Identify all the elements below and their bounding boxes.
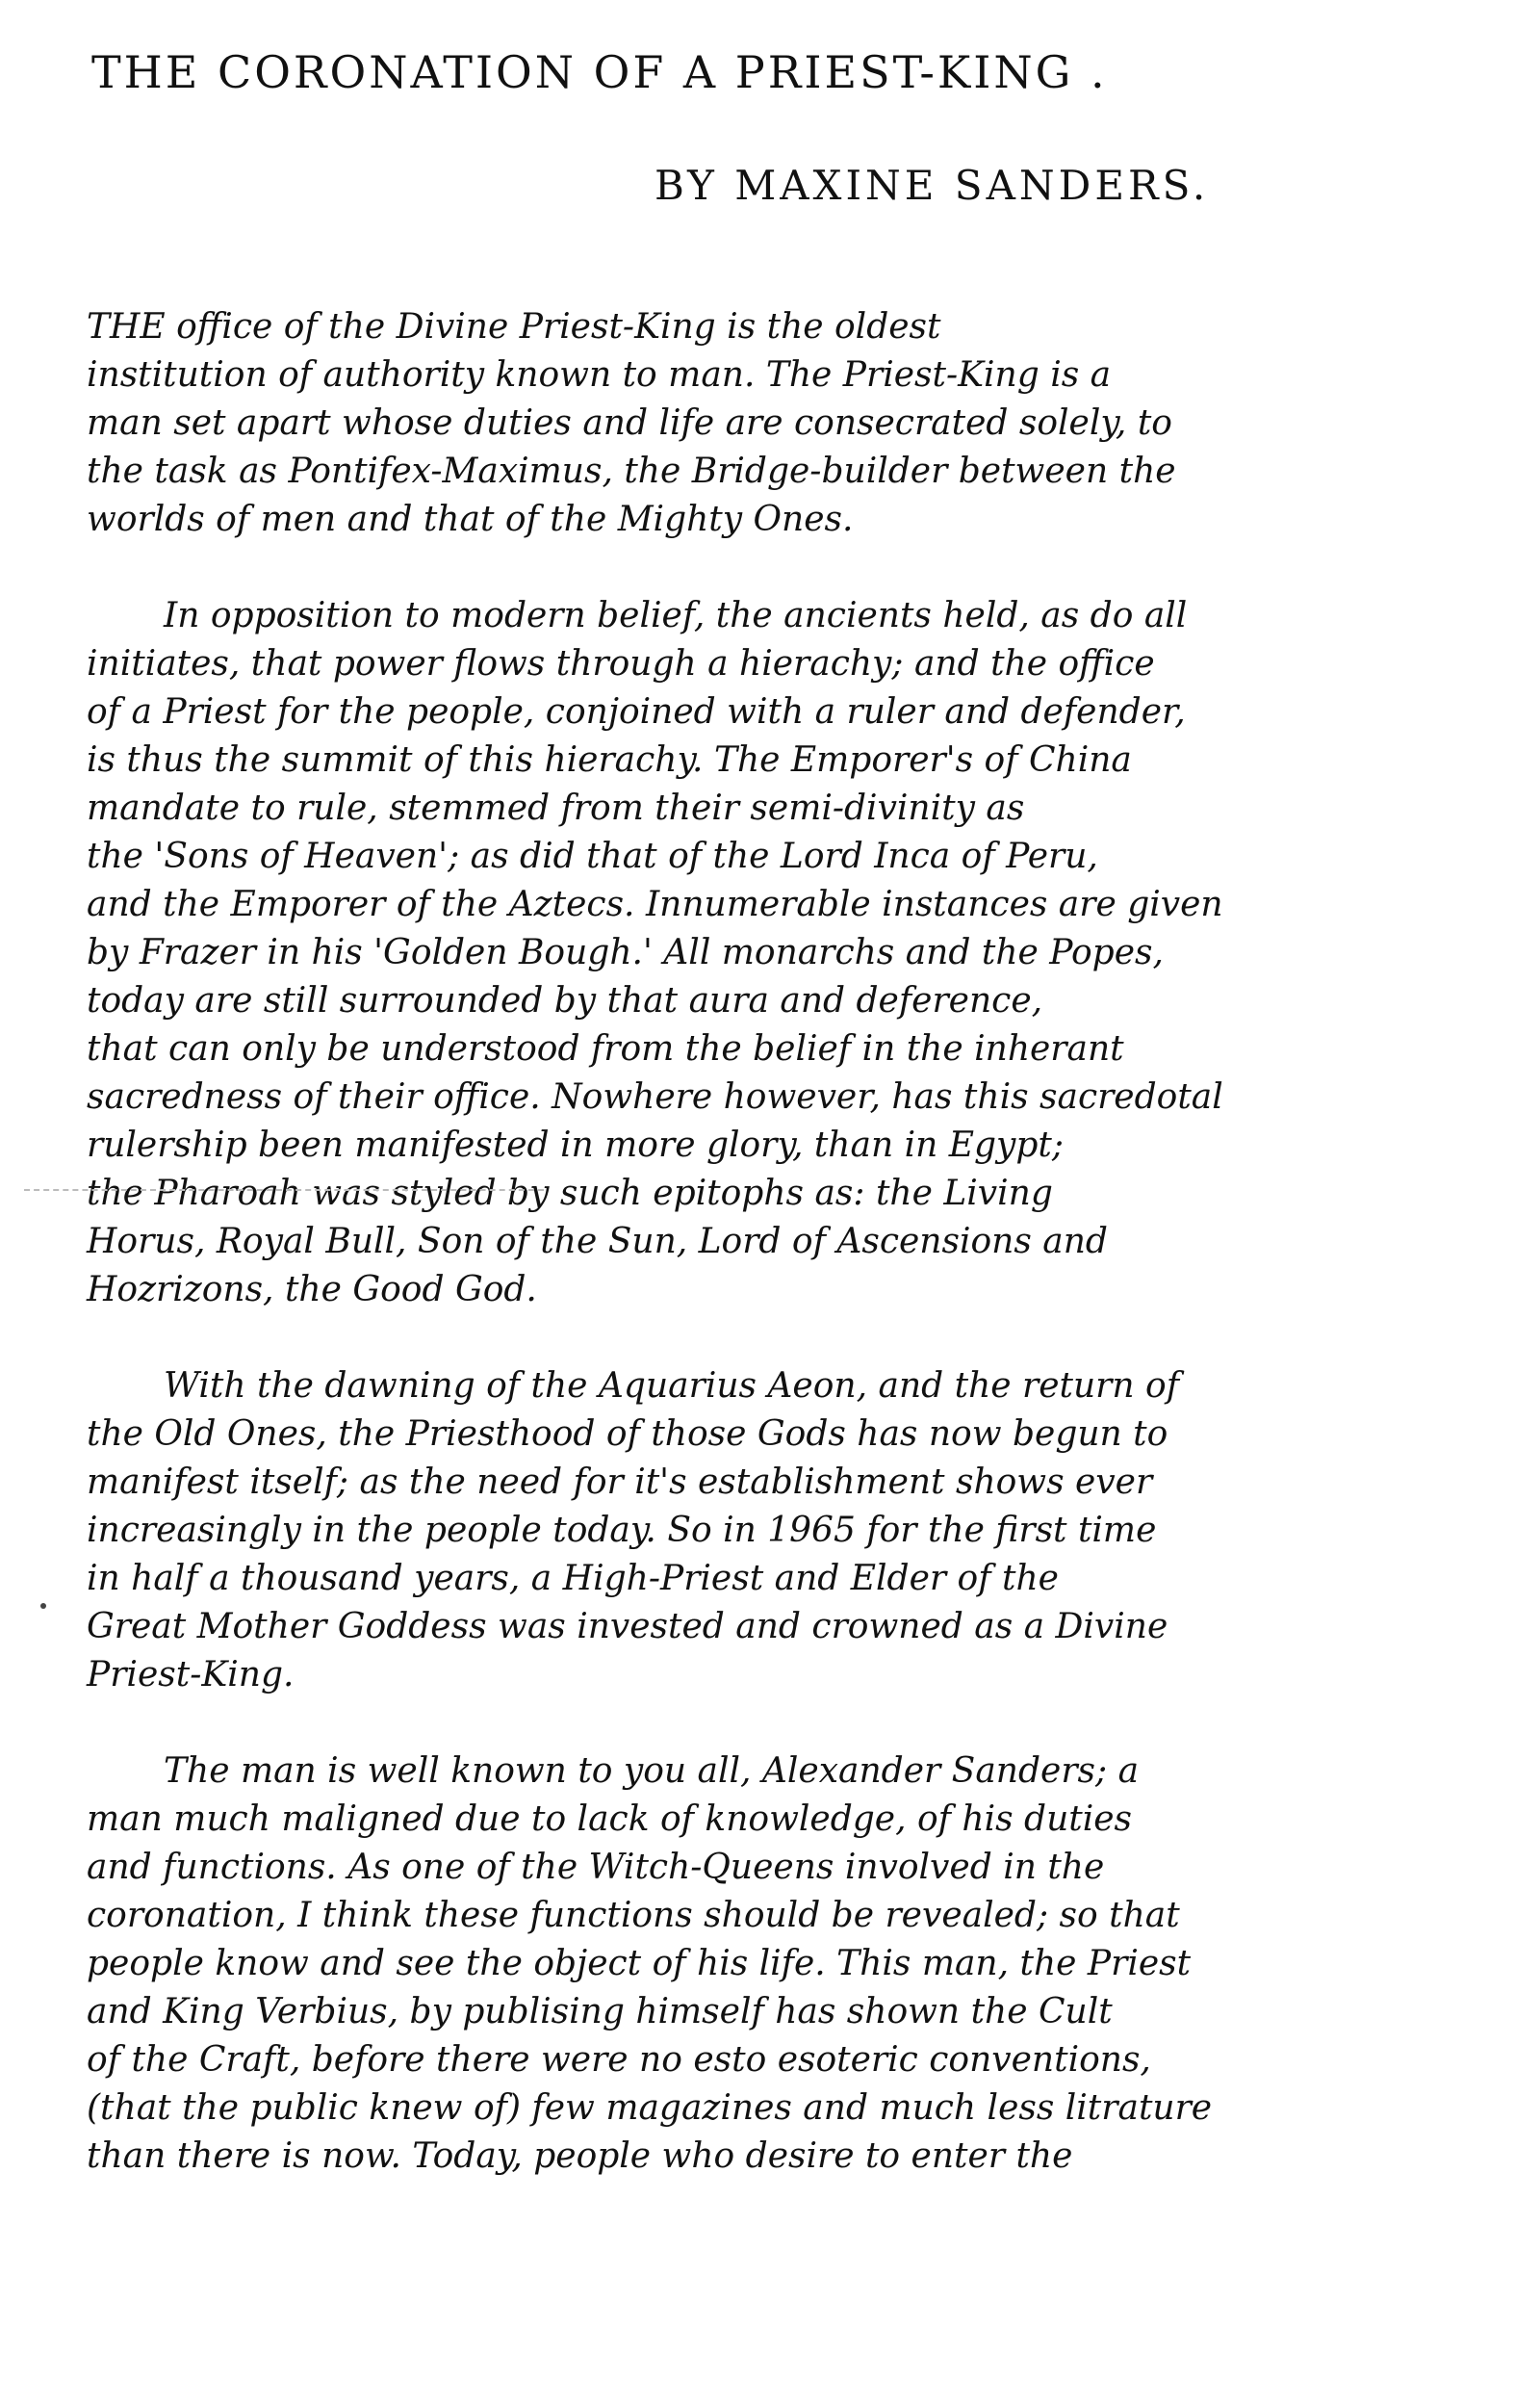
text-line: the 'Sons of Heaven'; as did that of the Lord Inca of Peru, [87, 837, 1098, 876]
text-line: rulership been manifested in more glory, than in Egypt; [87, 1125, 1065, 1165]
text-line: today are still surrounded by that aura and deference, [87, 981, 1043, 1021]
page-title: THE CORONATION OF A PRIEST-KING . [91, 46, 1108, 98]
text-line: coronation, I think these functions should be revealed; so that [87, 1896, 1180, 1935]
text-line: of the Craft, before there were no esto esoteric conventions, [87, 2040, 1151, 2080]
paragraph-3 [87, 1362, 1473, 1699]
text-line: Great Mother Goddess was invested and crowned as a Divine [87, 1607, 1168, 1646]
text-line: and King Verbius, by publising himself has shown the Cult [87, 1992, 1113, 2031]
text-line: mandate to rule, stemmed from their semi-divinity as [87, 789, 1025, 828]
text-line: In opposition to modern belief, the ancients held, as do all [164, 596, 1188, 635]
text-line: (that the public knew of) few magazines and much less litrature [87, 2088, 1213, 2128]
author-byline: BY MAXINE SANDERS. [654, 162, 1210, 209]
text-line: worlds of men and that of the Mighty Ones. [87, 500, 854, 539]
text-line: Priest-King. [87, 1655, 295, 1695]
text-line: THE office of the Divine Priest-King is the oldest [87, 307, 941, 347]
document-body [87, 303, 1473, 2229]
text-line: Hozrizons, the Good God. [87, 1270, 537, 1309]
text-line: that can only be understood from the belief in the inherant [87, 1029, 1124, 1069]
text-line: increasingly in the people today. So in 1965 for the first time [87, 1511, 1157, 1550]
ink-dot [40, 1603, 46, 1609]
text-line: sacredness of their office. Nowhere however, has this sacredotal [87, 1077, 1223, 1117]
text-line: the task as Pontifex-Maximus, the Bridge-builder between the [87, 452, 1176, 491]
text-line: in half a thousand years, a High-Priest and Elder of the [87, 1559, 1059, 1598]
text-line: manifest itself; as the need for it's establishment shows ever [87, 1462, 1153, 1502]
scan-fold-mark [24, 1189, 544, 1191]
text-line: is thus the summit of this hierachy. The Emporer's of China [87, 740, 1132, 780]
text-line: of a Priest for the people, conjoined with a ruler and defender, [87, 692, 1186, 732]
text-line: than there is now. Today, people who desire to enter the [87, 2136, 1073, 2176]
text-line: man much maligned due to lack of knowledge, of his duties [87, 1799, 1133, 1839]
paragraph-1 [87, 303, 1473, 544]
text-line: Horus, Royal Bull, Son of the Sun, Lord of Ascensions and [87, 1222, 1108, 1261]
paragraph-2 [87, 592, 1473, 1314]
text-line: by Frazer in his 'Golden Bough.' All monarchs and the Popes, [87, 933, 1164, 972]
text-line: initiates, that power flows through a hierachy; and the office [87, 644, 1155, 684]
text-line: the Pharoah was styled by such epitophs as: the Living [87, 1174, 1053, 1213]
text-line: man set apart whose duties and life are consecrated solely, to [87, 403, 1172, 443]
text-line: With the dawning of the Aquarius Aeon, and the return of [164, 1366, 1180, 1406]
text-line: institution of authority known to man. The Priest-King is a [87, 355, 1112, 395]
text-line: people know and see the object of his life. This man, the Priest [87, 1944, 1192, 1983]
paragraph-4 [87, 1747, 1473, 2181]
text-line: the Old Ones, the Priesthood of those Gods has now begun to [87, 1414, 1168, 1454]
text-line: and functions. As one of the Witch-Queens involved in the [87, 1848, 1105, 1887]
text-line: and the Emporer of the Aztecs. Innumerable instances are given [87, 885, 1223, 924]
text-line: The man is well known to you all, Alexander Sanders; a [164, 1751, 1140, 1791]
